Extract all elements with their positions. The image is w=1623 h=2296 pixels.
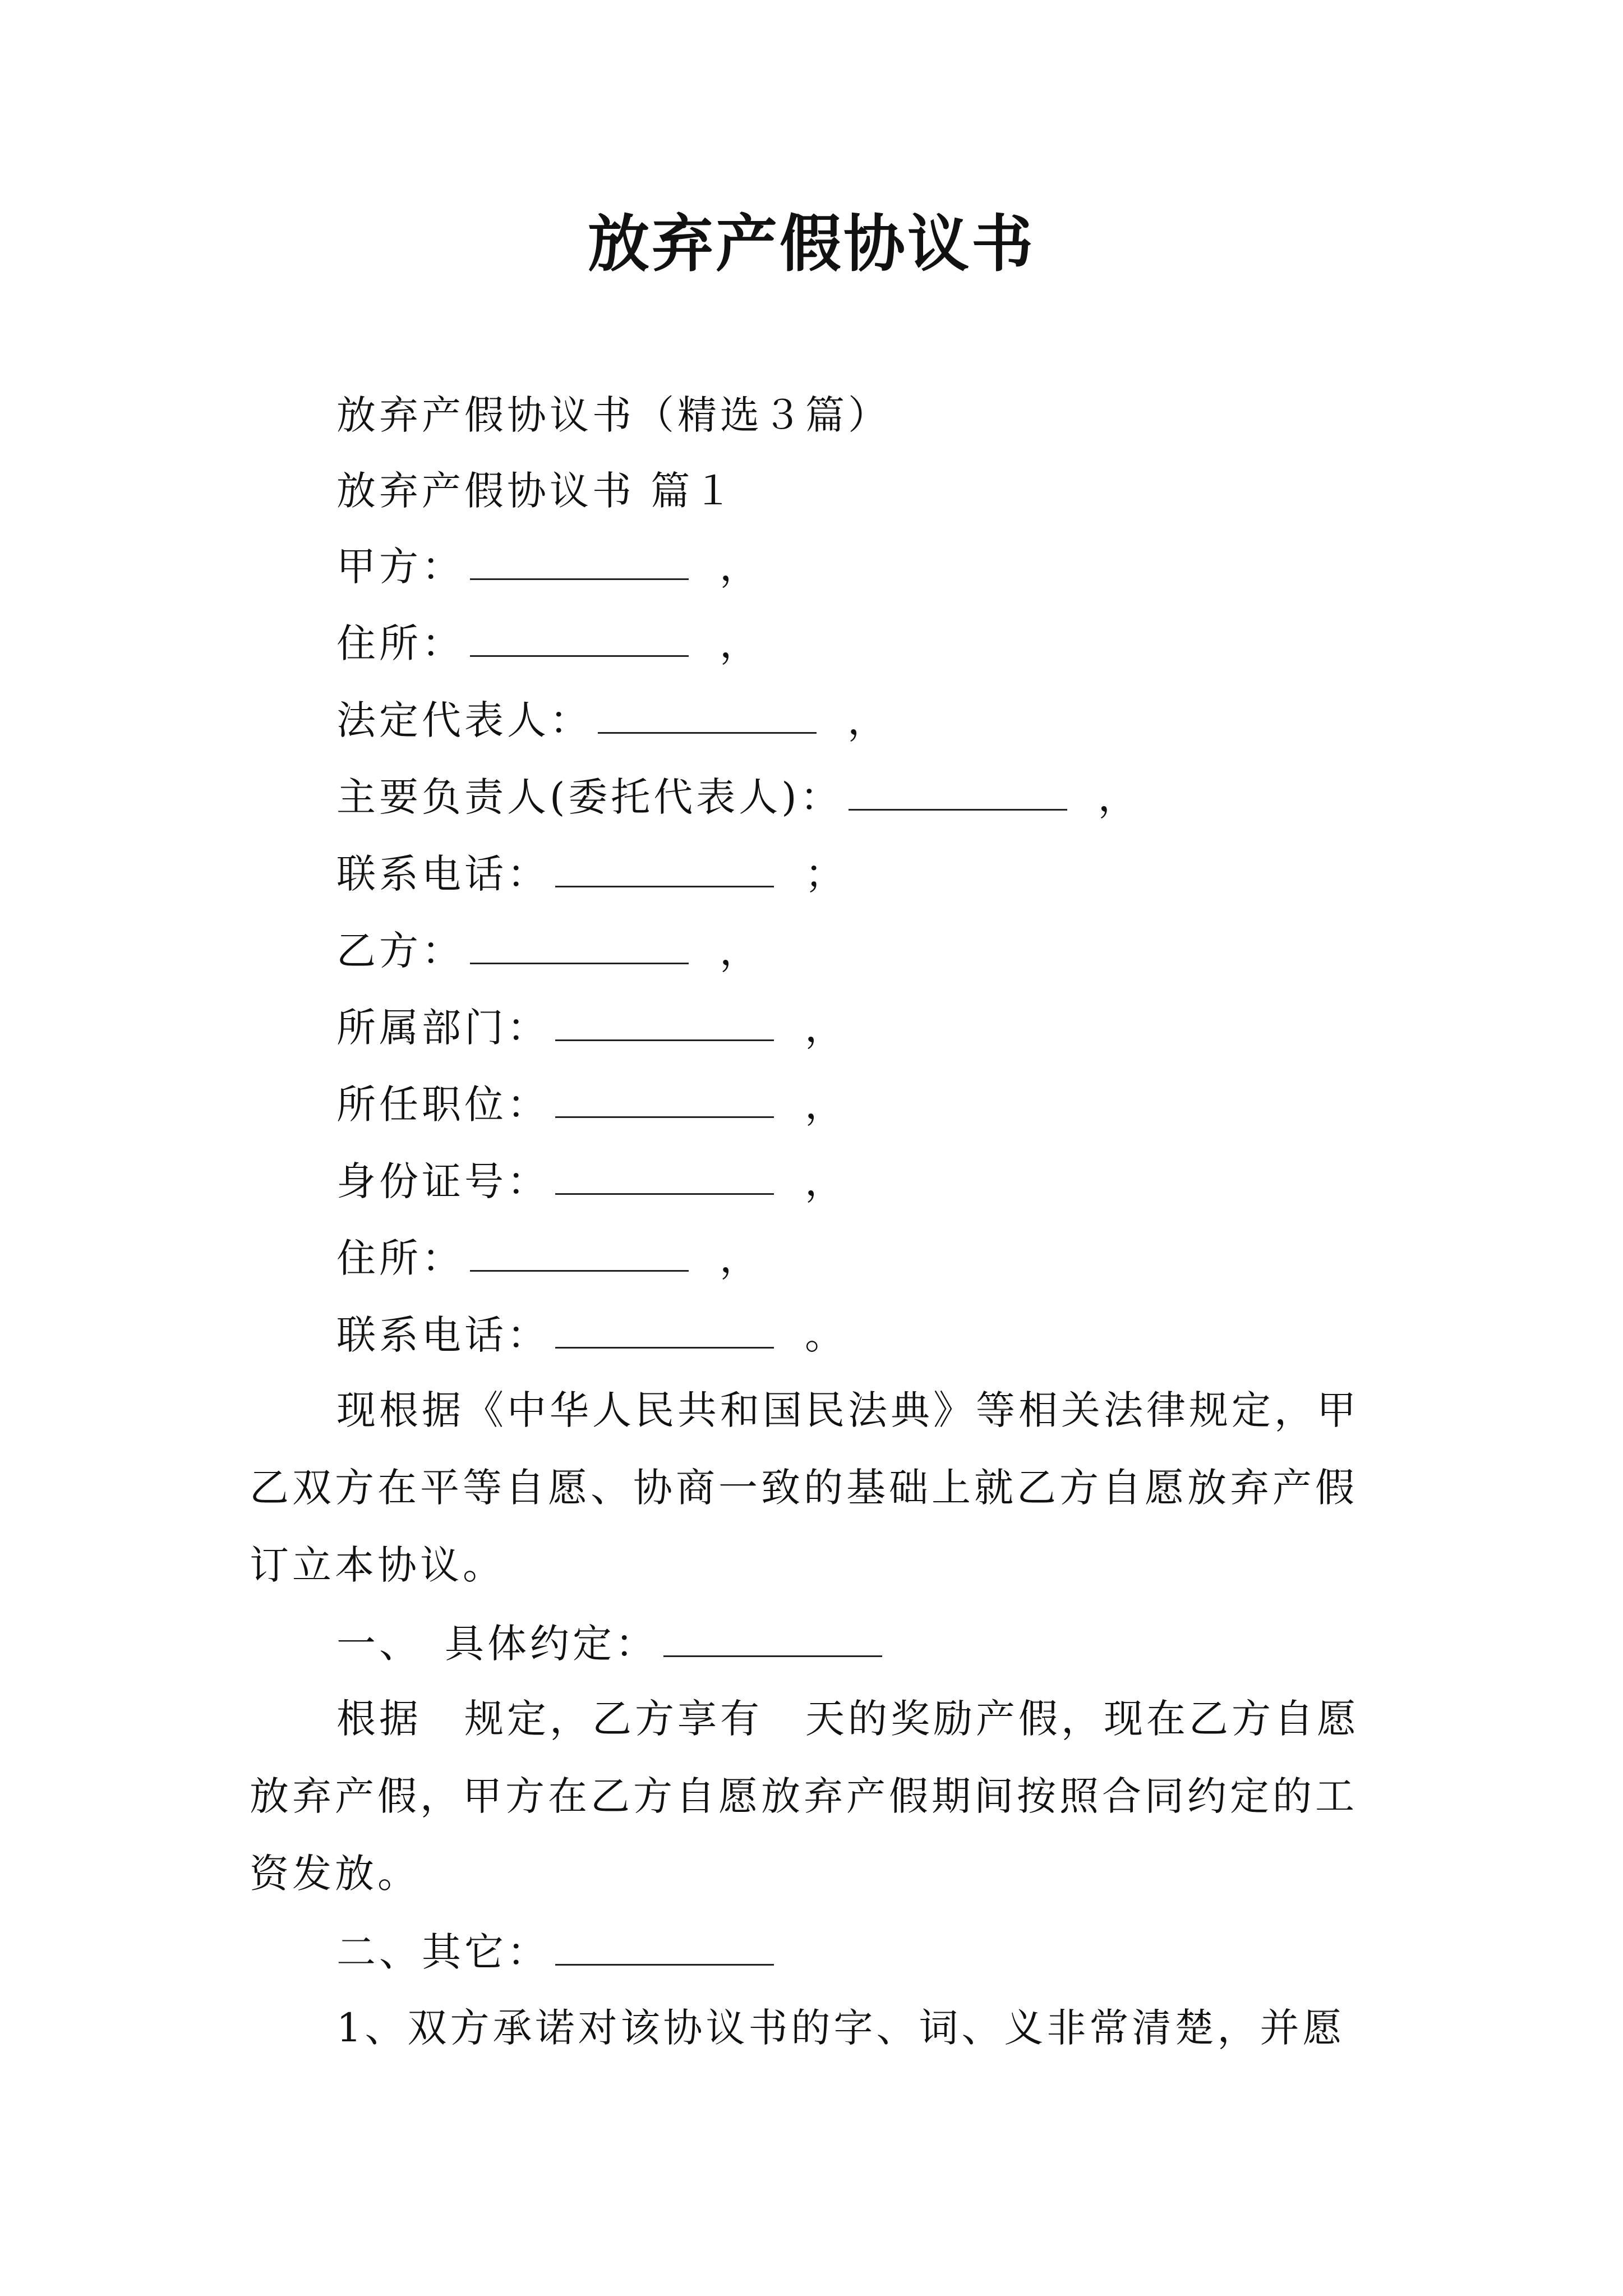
field-punct: ， — [1098, 774, 1141, 820]
fill-blank[interactable] — [470, 545, 689, 580]
fill-blank[interactable] — [555, 1930, 774, 1966]
clause-one-heading — [336, 1616, 913, 1672]
clause-one-text: 根据 规定，乙方享有 天的奖励产假，现在乙方自愿放弃产假，甲方在乙方自愿放弃产假期间按照合同约定的工资发放。 — [250, 1696, 1359, 1897]
field-punct: ， — [720, 620, 762, 666]
field-party-b — [336, 923, 762, 979]
field-punct: 。 — [805, 1312, 847, 1358]
fill-blank[interactable] — [470, 622, 689, 657]
field-label: 联系电话： — [336, 1312, 550, 1358]
field-phone-a — [336, 846, 847, 902]
fill-blank[interactable] — [555, 1159, 774, 1195]
field-label: 住所： — [336, 1235, 464, 1281]
fill-blank[interactable] — [598, 698, 817, 734]
clause-two-heading — [336, 1924, 805, 1980]
field-punct: ， — [805, 1082, 847, 1128]
clause-heading-text: 一、 具体约定： — [336, 1621, 658, 1667]
field-label: 住所： — [336, 620, 464, 666]
field-label: 主要负责人(委托代表人)： — [336, 774, 843, 820]
field-address-a — [336, 615, 762, 671]
field-punct: ， — [720, 1235, 762, 1281]
intro-paragraph: 现根据《中华人民共和国民法典》等相关法律规定，甲乙双方在平等自愿、协商一致的基础上就乙方自愿放弃产假订立本协议。 — [250, 1387, 1359, 1588]
clause-heading-text: 二、其它： — [336, 1929, 550, 1975]
field-legal-representative — [336, 692, 890, 748]
field-punct: ， — [847, 697, 890, 743]
field-position — [336, 1076, 847, 1133]
fill-blank[interactable] — [555, 1083, 774, 1118]
field-phone-b — [336, 1307, 847, 1363]
fill-blank[interactable] — [470, 1236, 689, 1272]
fill-blank[interactable] — [849, 775, 1067, 811]
field-punct: ， — [805, 1158, 847, 1204]
fill-blank[interactable] — [555, 1313, 774, 1349]
field-party-a — [336, 539, 762, 595]
field-department — [336, 1000, 847, 1056]
field-label: 所任职位： — [336, 1082, 550, 1128]
section-title: 放弃产假协议书 篇１ — [336, 468, 736, 514]
field-punct: ， — [720, 544, 762, 590]
field-id-number — [336, 1153, 847, 1209]
field-label: 联系电话： — [336, 851, 550, 897]
field-punct: ， — [720, 928, 762, 974]
field-label: 甲方： — [336, 544, 464, 590]
field-label: 所属部门： — [336, 1005, 550, 1051]
fill-blank[interactable] — [663, 1622, 882, 1657]
clause-two-item-1: 1、双方承诺对该协议书的字、词、义非常清楚，并愿 — [336, 2005, 1345, 2051]
fill-blank[interactable] — [555, 852, 774, 887]
field-punct: ， — [805, 1005, 847, 1051]
fill-blank[interactable] — [470, 929, 689, 964]
field-label: 法定代表人： — [336, 697, 592, 743]
field-principal — [336, 769, 1141, 825]
field-label: 乙方： — [336, 928, 464, 974]
subtitle: 放弃产假协议书（精选３篇） — [336, 392, 891, 438]
field-label: 身份证号： — [336, 1158, 550, 1204]
document-title: 放弃产假协议书 — [588, 208, 1035, 280]
fill-blank[interactable] — [555, 1006, 774, 1041]
field-punct: ； — [805, 851, 847, 897]
field-address-b — [336, 1230, 762, 1286]
